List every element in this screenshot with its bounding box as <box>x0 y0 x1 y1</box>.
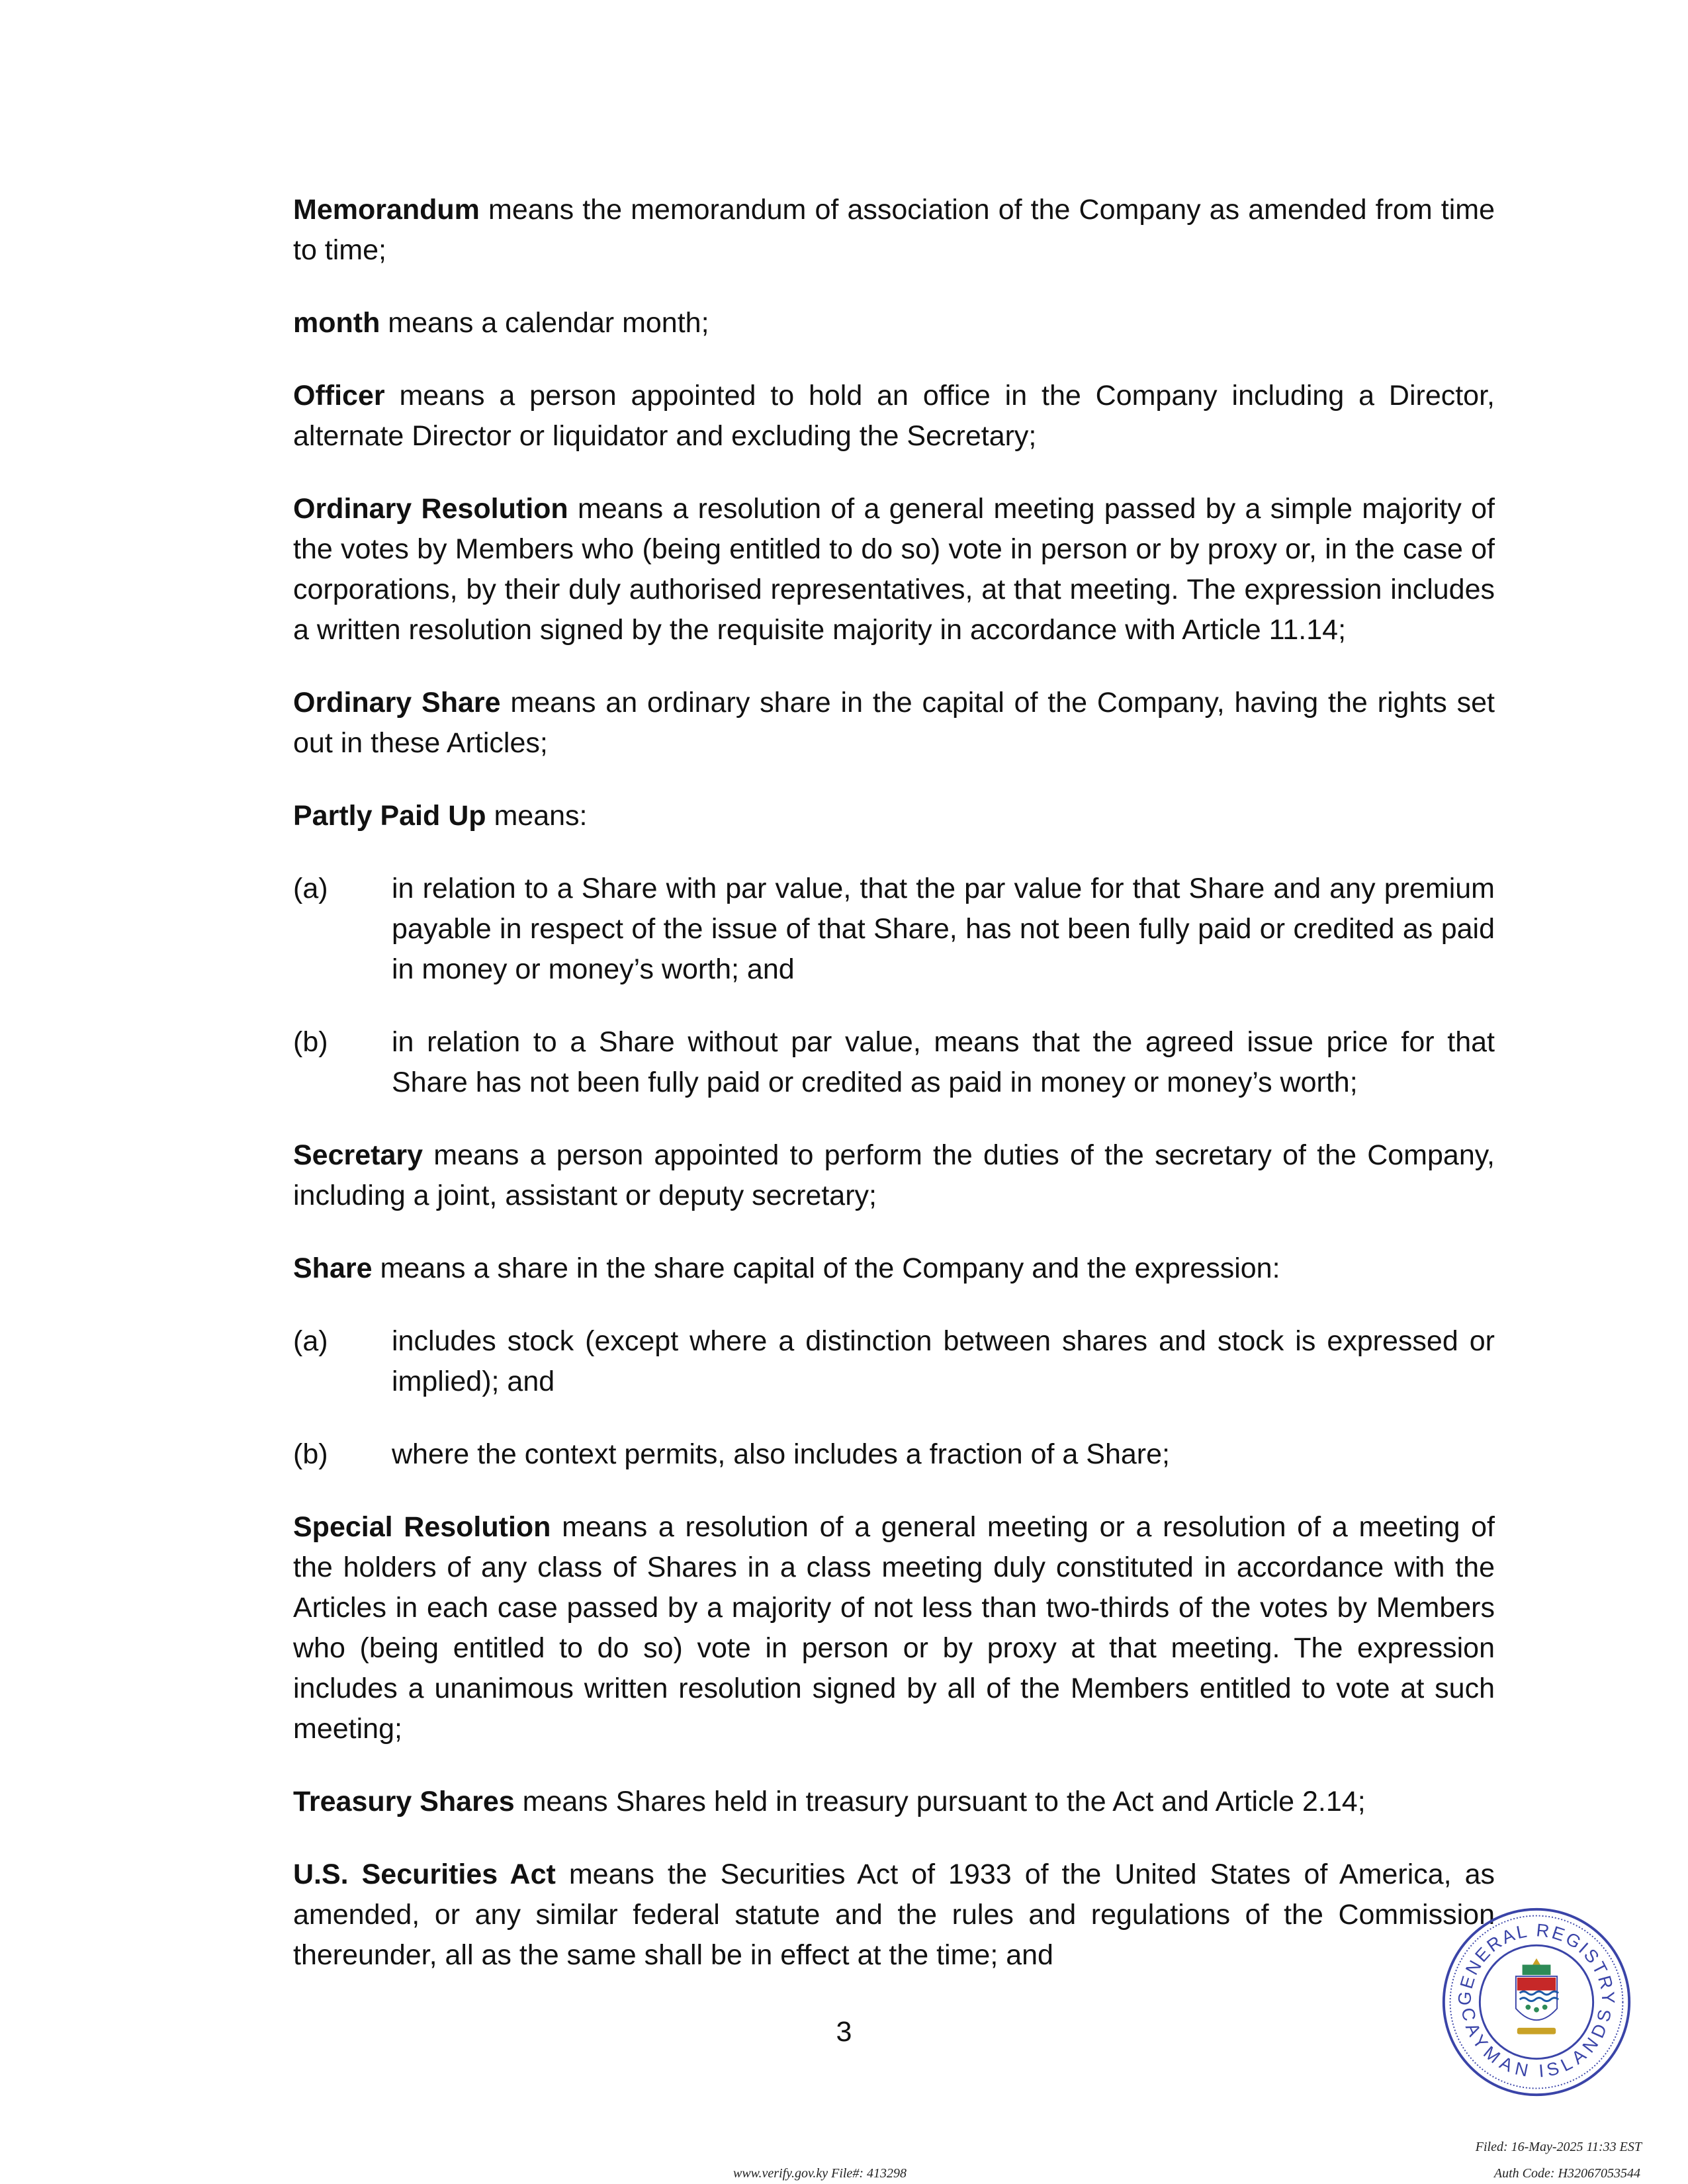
definition-share <box>293 1248 1495 1289</box>
seal-top-text: GENERAL REGISTRY <box>1454 1919 1619 2007</box>
definition-text: means Shares held in treasury pursuant to the Act and Article 2.14; <box>514 1786 1366 1817</box>
definition-us-securities-act <box>293 1855 1495 1976</box>
verify-url-file-number: www.verify.gov.ky File#: 413298 <box>733 2166 907 2181</box>
definition-text: means an ordinary share in the capital of the Company, having the rights set out in these Articles; <box>293 687 1495 759</box>
definition-text: means the memorandum of association of the Company as amended from time to time; <box>293 194 1495 266</box>
list-item-text: in relation to a Share without par value, means that the agreed issue price for that Share has not been fully paid or credited as paid in money or money’s worth; <box>392 1026 1495 1098</box>
definition-text: means a person appointed to hold an office in the Company including a Director, alternate Director or liquidator and excluding the Secretary; <box>293 380 1495 452</box>
definition-partly-paid-up <box>293 796 1495 836</box>
definition-text: means a share in the share capital of the Company and the expression: <box>372 1252 1280 1284</box>
definition-text: means a calendar month; <box>380 307 709 339</box>
definitions-list <box>293 190 1495 2008</box>
list-item-label: (a) <box>293 1325 328 1357</box>
definition-memorandum <box>293 190 1495 271</box>
list-item-text: includes stock (except where a distinction between shares and stock is expressed or implied); and <box>392 1325 1495 1397</box>
filed-timestamp: Filed: 16-May-2025 11:33 EST <box>1475 2140 1642 2154</box>
list-item <box>293 869 1495 990</box>
list-item-label: (a) <box>293 873 328 904</box>
list-item-label: (b) <box>293 1438 328 1470</box>
definition-text: means a person appointed to perform the duties of the secretary of the Company, including a joint, assistant or deputy secretary; <box>293 1139 1495 1211</box>
definition-officer <box>293 376 1495 457</box>
coat-of-arms-icon <box>1516 1958 1558 2034</box>
definition-term: Treasury Shares <box>293 1786 515 1817</box>
definition-secretary <box>293 1135 1495 1216</box>
list-item <box>293 1321 1495 1402</box>
definition-treasury-shares <box>293 1782 1495 1822</box>
definition-text: means the Securities Act of 1933 of the United States of America, as amended, or any similar federal statute and the rules and regulations of the Commission thereunder, all as the same shall be in effect at the time; and <box>293 1858 1495 1971</box>
definition-term: U.S. Securities Act <box>293 1858 556 1890</box>
definition-term: Share <box>293 1252 373 1284</box>
definition-term: month <box>293 307 380 339</box>
list-item <box>293 1022 1495 1103</box>
page-number: 3 <box>836 2016 852 2048</box>
definition-term: Partly Paid Up <box>293 800 486 832</box>
list-item-label: (b) <box>293 1026 328 1058</box>
list-item-text: in relation to a Share with par value, that the par value for that Share and any premium payable in respect of the issue of that Share, has not been fully paid or credited as paid in money or money’s worth; and <box>392 873 1495 985</box>
definition-term: Ordinary Share <box>293 687 501 719</box>
definition-text: means: <box>486 800 588 832</box>
definition-special-resolution <box>293 1507 1495 1749</box>
seal-bottom-text: CAYMAN ISLANDS <box>1457 2005 1616 2081</box>
auth-code: Auth Code: H32067053544 <box>1493 2166 1640 2181</box>
definition-term: Special Resolution <box>293 1511 551 1543</box>
definition-month <box>293 303 1495 343</box>
definition-ordinary-share <box>293 683 1495 764</box>
list-item <box>293 1434 1495 1475</box>
definition-term: Ordinary Resolution <box>293 493 568 525</box>
definition-text: means a resolution of a general meeting passed by a simple majority of the votes by Members who (being entitled to do so) vote in person or by proxy or, in the case of corporations, by their duly authorised representatives, at that meeting. The expression includes a written resolution signed by the requisite majority in accordance with Article 11.14; <box>293 493 1495 646</box>
definition-text: means a resolution of a general meeting or a resolution of a meeting of the holders of any class of Shares in a class meeting duly constituted in accordance with the Articles in each case passed by a majority of not less than two-thirds of the votes by Members who (being entitled to do so) vote in person or by proxy at that meeting. The expression includes a unanimous written resolution signed by all of the Members entitled to vote at such meeting; <box>293 1511 1495 1745</box>
definition-term: Officer <box>293 380 385 412</box>
definition-term: Secretary <box>293 1139 423 1171</box>
general-registry-seal-icon <box>1440 1905 1633 2099</box>
list-item-text: where the context permits, also includes a fraction of a Share; <box>392 1438 1170 1470</box>
definition-term: Memorandum <box>293 194 480 226</box>
definition-ordinary-resolution <box>293 489 1495 650</box>
